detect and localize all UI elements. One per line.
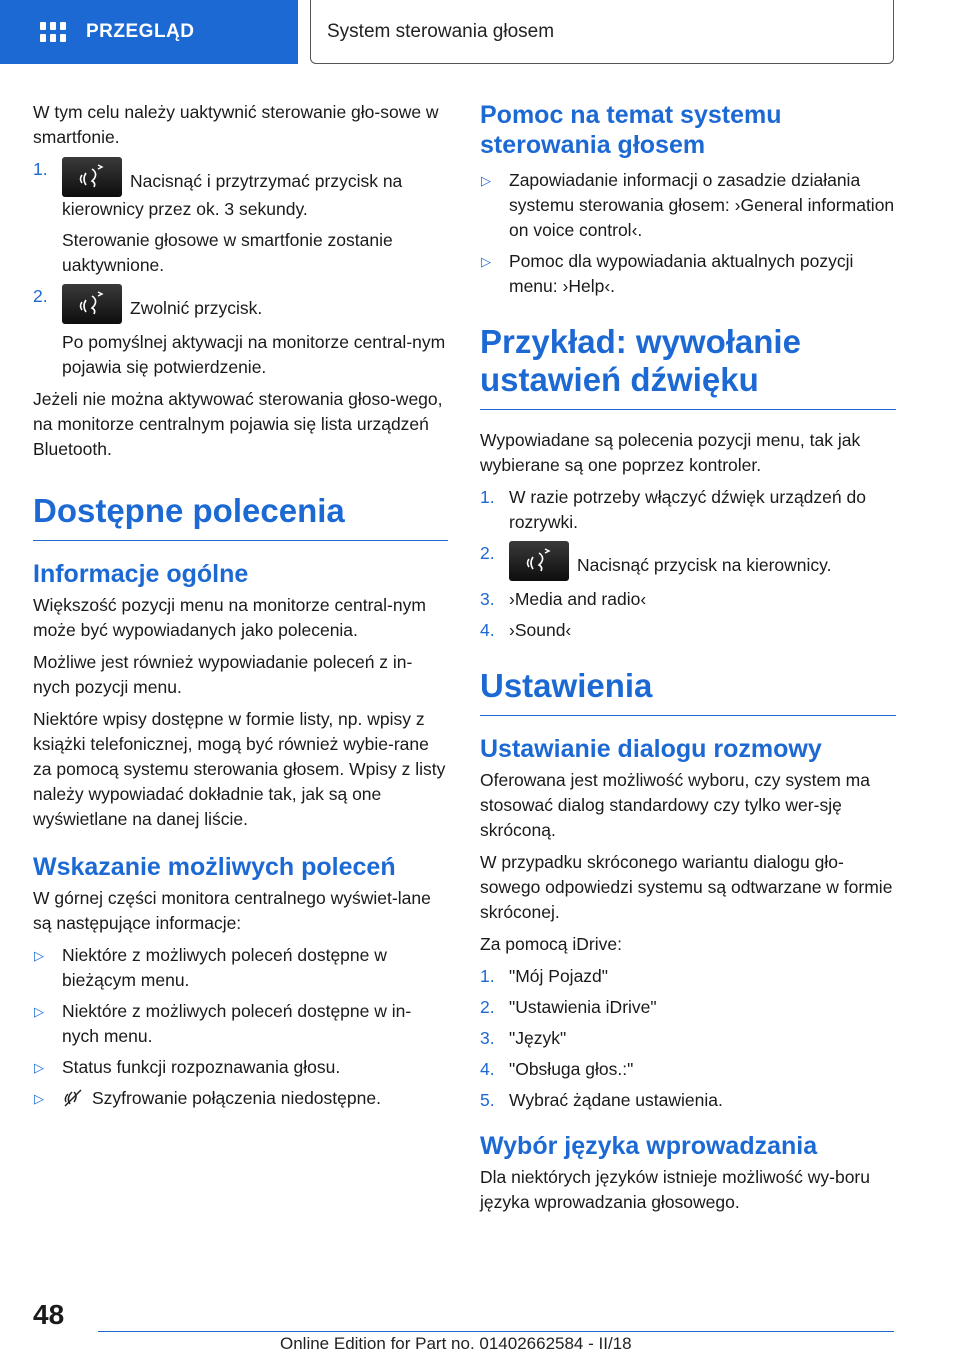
list-item — [480, 249, 896, 299]
bluetooth-note: Jeżeli nie można aktywować sterowania głoso-wego, na monitorze centralnym pojawia się lista urządzeń Bluetooth. — [33, 389, 443, 459]
triangle-icon: ▷ — [481, 173, 491, 188]
voice-button-icon — [509, 541, 569, 581]
list-item — [480, 618, 896, 643]
heading-voice-help: Pomoc na temat systemu sterowania głosem — [480, 101, 782, 159]
bullet-text: Status funkcji rozpoznawania głosu. — [62, 1057, 341, 1077]
grid-icon — [40, 21, 66, 43]
step-number: 1. — [480, 966, 495, 986]
right-column — [480, 100, 896, 1222]
step-number: 3. — [480, 1028, 495, 1048]
list-item — [33, 284, 448, 380]
step-number: 5. — [480, 1090, 495, 1110]
show-paragraph: W górnej części monitora centralnego wyświet-lane są następujące informacje: — [33, 888, 431, 933]
bullet-text: Szyfrowanie połączenia niedostępne. — [92, 1088, 381, 1108]
list-item — [480, 485, 896, 535]
heading-general-info: Informacje ogólne — [33, 560, 249, 588]
section-title-tab[interactable] — [310, 0, 894, 64]
list-item — [480, 1026, 896, 1051]
heading-available-commands: Dostępne polecenia — [33, 492, 448, 541]
list-item — [480, 995, 896, 1020]
list-item — [480, 168, 896, 243]
left-column — [33, 100, 448, 1123]
general-paragraph-1: Większość pozycji menu na monitorze central-nym może być wypowiadanych jako polecenia. — [33, 595, 426, 640]
step-number: 1. — [33, 159, 48, 179]
step-number: 1. — [480, 487, 495, 507]
nav-label: PRZEGLĄD — [86, 21, 195, 42]
section-title: System sterowania głosem — [327, 20, 555, 42]
general-paragraph-2: Możliwe jest również wypowiadanie poleceń z in-nych pozycji menu. — [33, 652, 413, 697]
bullet-text: Pomoc dla wypowiadania aktualnych pozycji menu: ›Help‹. — [509, 251, 854, 296]
step-result: Sterowanie głosowe w smartfonie zostanie uaktywnione. — [62, 230, 393, 275]
info-bullets — [33, 943, 448, 1116]
triangle-icon: ▷ — [481, 254, 491, 269]
heading-example: Przykład: wywołanie ustawień dźwięku — [480, 323, 896, 410]
step-text: "Język" — [509, 1028, 567, 1048]
step-text: ›Media and radio‹ — [509, 589, 647, 609]
heading-dialog: Ustawianie dialogu rozmowy — [480, 735, 822, 763]
step-number: 2. — [480, 543, 495, 563]
step-text: Wybrać żądane ustawienia. — [509, 1090, 723, 1110]
triangle-icon: ▷ — [34, 1004, 44, 1019]
step-text: ›Sound‹ — [509, 620, 572, 640]
list-item — [480, 1057, 896, 1082]
triangle-icon: ▷ — [34, 948, 44, 963]
step-number: 3. — [480, 589, 495, 609]
example-paragraph: Wypowiadane są polecenia pozycji menu, tak jak wybierane są one poprzez kontroler. — [480, 430, 861, 475]
activation-steps — [33, 157, 448, 380]
list-item — [33, 943, 448, 993]
list-item — [33, 999, 448, 1049]
bullet-text: Zapowiadanie informacji o zasadzie działania systemu sterowania głosem: ›General information on voice control‹. — [509, 170, 895, 240]
voice-button-icon — [62, 284, 122, 324]
heading-possible-commands: Wskazanie możliwych poleceń — [33, 853, 396, 881]
step-text: Nacisnąć przycisk na kierownicy. — [577, 555, 832, 575]
step-text: W razie potrzeby włączyć dźwięk urządzeń do rozrywki. — [509, 487, 866, 532]
list-item — [480, 541, 896, 581]
list-item — [480, 964, 896, 989]
list-item — [480, 587, 896, 612]
dialog-paragraph-2: W przypadku skróconego wariantu dialogu gło-sowego odpowiedzi systemu są odtwarzane w formie skróconej. — [480, 852, 893, 922]
step-number: 2. — [33, 286, 48, 306]
help-bullets — [480, 168, 896, 299]
step-number: 4. — [480, 620, 495, 640]
triangle-icon: ▷ — [34, 1091, 44, 1106]
step-number: 2. — [480, 997, 495, 1017]
dialog-paragraph-1: Oferowana jest możliwość wyboru, czy system ma stosować dialog standardowy czy tylko wer-sję skróconą. — [480, 770, 870, 840]
step-text: "Ustawienia iDrive" — [509, 997, 657, 1017]
triangle-icon: ▷ — [34, 1060, 44, 1075]
edition-text: Online Edition for Part no. 01402662584 - II/18 — [280, 1334, 632, 1353]
step-number: 4. — [480, 1059, 495, 1079]
page-number: 48 — [33, 1299, 65, 1330]
intro-paragraph: W tym celu należy uaktywnić sterowanie gło-sowe w smartfonie. — [33, 102, 439, 147]
example-steps — [480, 485, 896, 643]
list-item — [33, 1086, 448, 1116]
dialog-steps — [480, 964, 896, 1113]
step-text: "Mój Pojazd" — [509, 966, 608, 986]
heading-settings: Ustawienia — [480, 667, 896, 716]
step-text: "Obsługa głos.:" — [509, 1059, 634, 1079]
general-paragraph-3: Niektóre wpisy dostępne w formie listy, np. wpisy z książki telefonicznej, mogą być również wybie-rane za pomocą systemu sterowania głosem. Wpisy z listy należy wypowiadać dokładnie tak, jak są one wyświetlane na danej liście. — [33, 709, 446, 829]
step-result: Po pomyślnej aktywacji na monitorze central-nym pojawia się potwierdzenie. — [62, 332, 446, 377]
list-item — [33, 1055, 448, 1080]
voice-button-icon — [62, 157, 122, 197]
step-text: Nacisnąć i przytrzymać przycisk na kierownicy przez ok. 3 sekundy. — [62, 171, 403, 219]
list-item — [33, 157, 448, 278]
step-text: Zwolnić przycisk. — [130, 298, 263, 318]
dialog-paragraph-3: Za pomocą iDrive: — [480, 934, 622, 954]
heading-input-language: Wybór języka wprowadzania — [480, 1132, 818, 1160]
footer-divider — [98, 1331, 894, 1332]
bullet-text: Niektóre z możliwych poleceń dostępne w bieżącym menu. — [62, 945, 387, 990]
list-item — [480, 1088, 896, 1113]
header-nav-tab[interactable] — [0, 0, 298, 64]
encryption-off-icon — [62, 1087, 84, 1116]
language-paragraph: Dla niektórych języków istnieje możliwość wy-boru języka wprowadzania głosowego. — [480, 1167, 870, 1212]
bullet-text: Niektóre z możliwych poleceń dostępne w in-nych menu. — [62, 1001, 412, 1046]
